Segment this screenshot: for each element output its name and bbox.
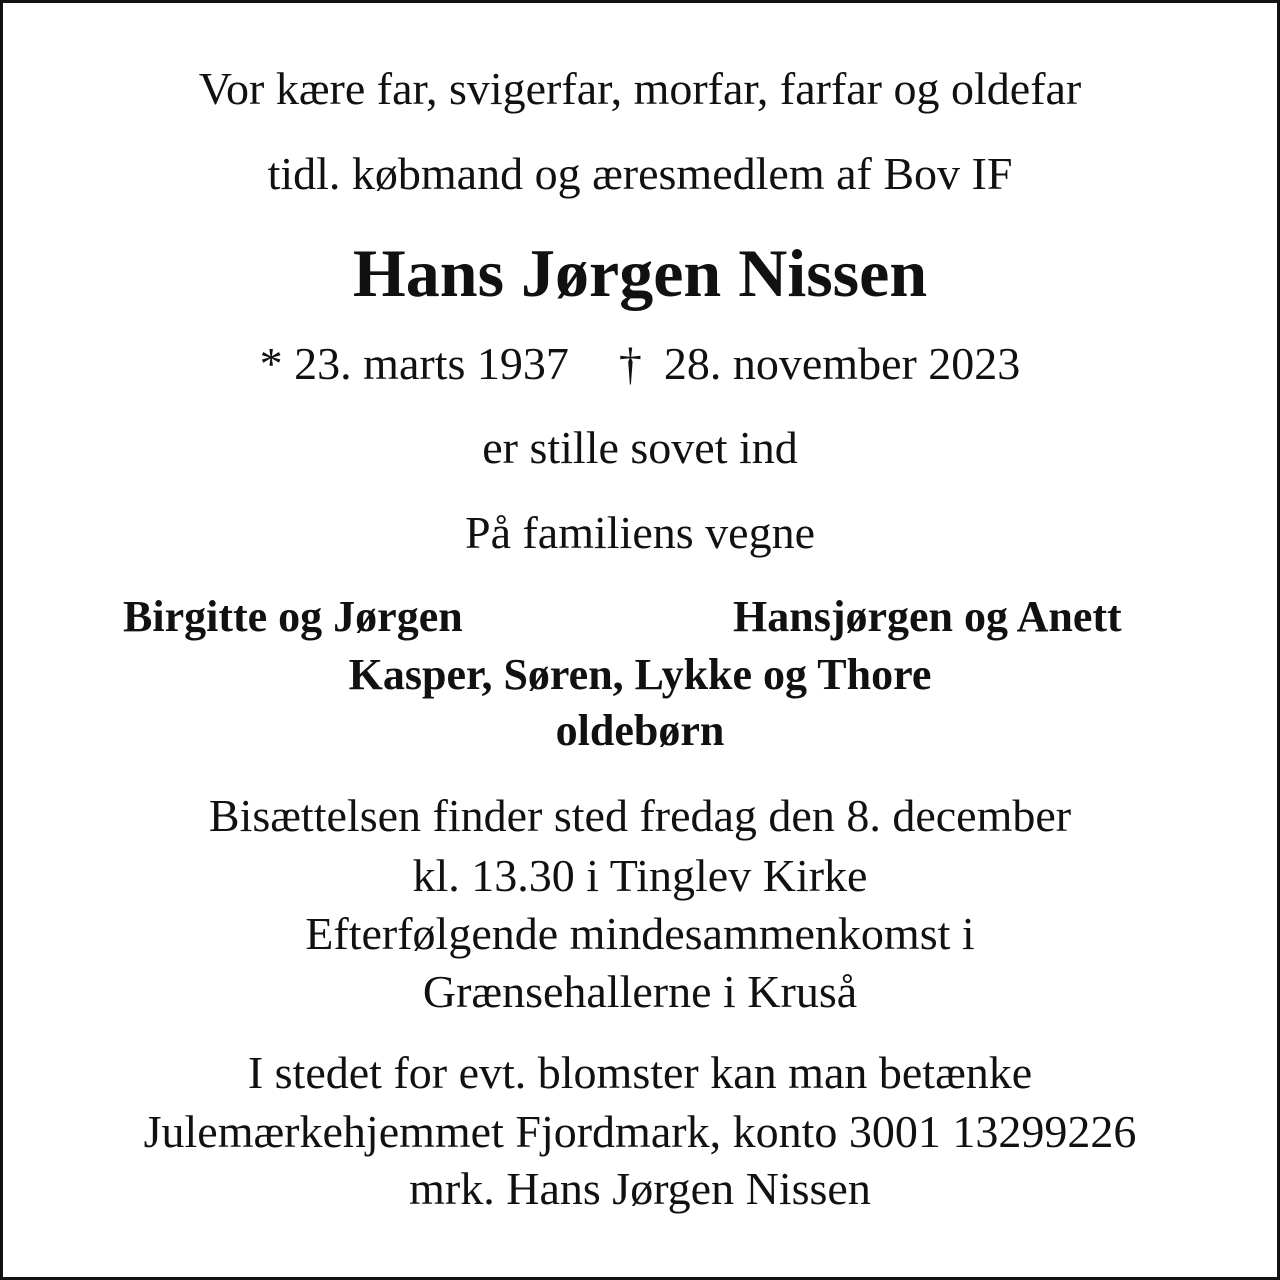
death-date: 28. november 2023 xyxy=(663,338,1021,389)
donation-line-2: Julemærkehjemmet Fjordmark, konto 3001 13299226 xyxy=(143,1106,1137,1157)
intro-line-2: tidl. købmand og æresmedlem af Bov IF xyxy=(267,148,1013,199)
donation-line-3: mrk. Hans Jørgen Nissen xyxy=(409,1163,871,1214)
deceased-name: Hans Jørgen Nissen xyxy=(352,235,928,311)
on-behalf-line: På familiens vegne xyxy=(464,507,815,558)
funeral-line-1: Bisættelsen finder sted fredag den 8. december xyxy=(208,790,1072,841)
funeral-line-4: Grænsehallerne i Kruså xyxy=(422,966,858,1017)
birth-date: 23. marts 1937 xyxy=(294,338,569,389)
phrase-line: er stille sovet ind xyxy=(482,422,798,473)
funeral-line-2: kl. 13.30 i Tinglev Kirke xyxy=(412,850,868,901)
death-symbol: † xyxy=(618,338,642,389)
donation-line-1: I stedet for evt. blomster kan man betænke xyxy=(247,1047,1033,1098)
signer-left: Birgitte og Jørgen xyxy=(123,592,463,641)
intro-line-1: Vor kære far, svigerfar, morfar, farfar og oldefar xyxy=(198,63,1082,114)
life-dates xyxy=(3,338,1277,389)
signer-right: Hansjørgen og Anett xyxy=(733,592,1122,641)
signer-great-grandchildren: oldebørn xyxy=(555,706,725,755)
funeral-line-3: Efterfølgende mindesammenkomst i xyxy=(305,908,975,959)
signer-grandchildren: Kasper, Søren, Lykke og Thore xyxy=(348,650,932,699)
birth-symbol: * xyxy=(259,338,283,389)
